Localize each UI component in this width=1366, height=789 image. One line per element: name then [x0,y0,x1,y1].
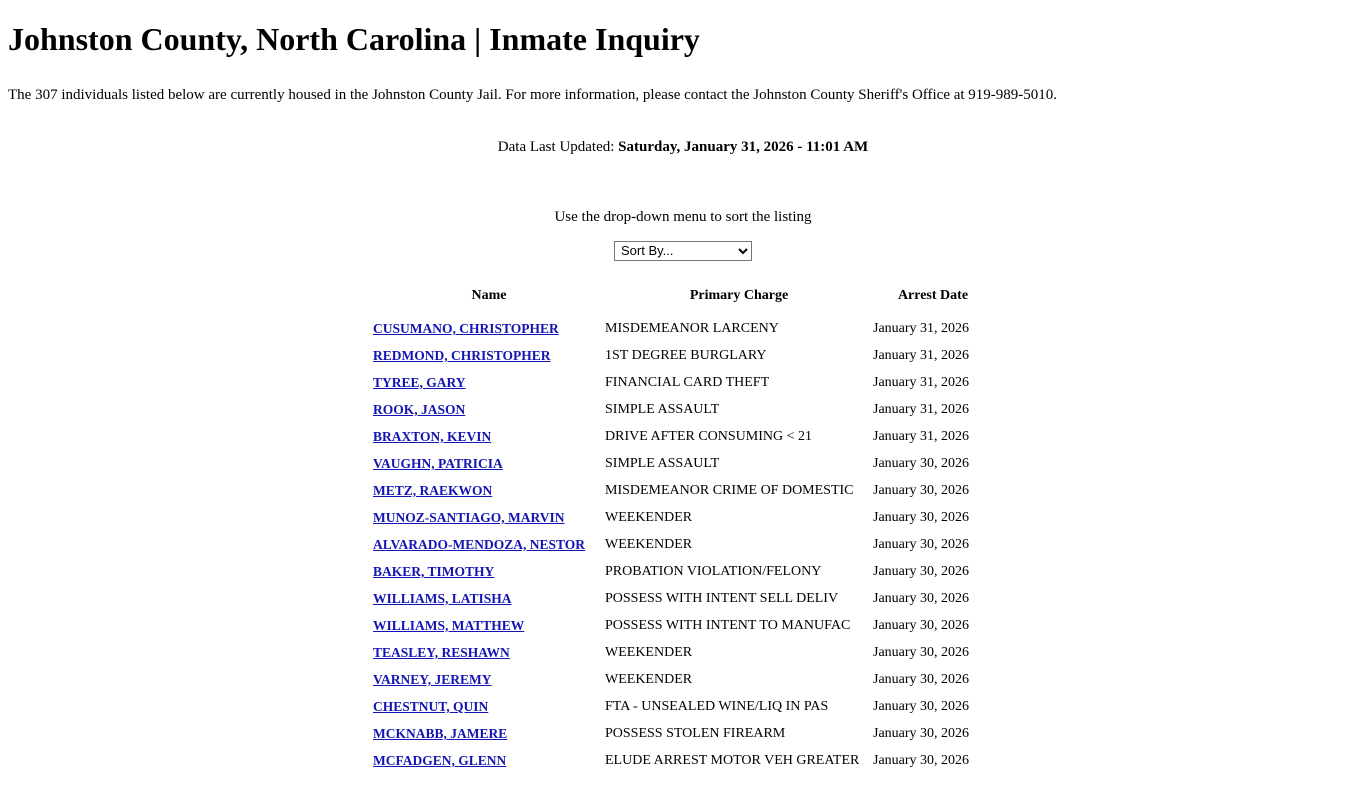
page-title: Johnston County, North Carolina | Inmate Inquiry [8,21,700,57]
table-row [373,505,993,532]
cell-arrest-date: January 30, 2026 [873,645,970,661]
table-row [373,721,993,748]
table-row [373,532,993,559]
last-updated-line [8,138,1358,156]
inmate-detail-link[interactable]: WILLIAMS, LATISHA [373,590,512,606]
table-body [373,316,993,775]
column-header-primary-charge: Primary Charge [689,287,789,303]
inmate-detail-link[interactable]: ROOK, JASON [373,401,466,417]
table-row [373,478,993,505]
cell-name [373,397,605,424]
table-row [373,451,993,478]
table-row [373,667,993,694]
cell-primary-charge: WEEKENDER [605,510,693,526]
cell-primary-charge: POSSESS WITH INTENT TO MANUFAC [605,618,851,634]
cell-name [373,667,605,694]
cell-name [373,586,605,613]
inmate-detail-link[interactable]: BRAXTON, KEVIN [373,428,492,444]
table-row [373,397,993,424]
cell-arrest-date: January 30, 2026 [873,753,970,769]
inmate-detail-link[interactable]: MCFADGEN, GLENN [373,752,507,768]
cell-primary-charge: WEEKENDER [605,672,693,688]
cell-name [373,748,605,775]
sort-by-select[interactable] [614,241,752,261]
cell-arrest-date: January 30, 2026 [873,537,970,553]
cell-name [373,316,605,343]
column-header-name: Name [471,287,507,303]
cell-arrest-date: January 30, 2026 [873,618,970,634]
table-row [373,559,993,586]
cell-arrest-date: January 30, 2026 [873,510,970,526]
cell-primary-charge: SIMPLE ASSAULT [605,402,720,418]
table-row [373,694,993,721]
inmate-detail-link[interactable]: WILLIAMS, MATTHEW [373,617,525,633]
cell-name [373,721,605,748]
cell-name [373,505,605,532]
cell-arrest-date: January 31, 2026 [873,321,970,337]
cell-name [373,640,605,667]
cell-primary-charge: FINANCIAL CARD THEFT [605,375,770,391]
table-row [373,586,993,613]
cell-primary-charge: FTA - UNSEALED WINE/LIQ IN PAS [605,699,829,715]
page-container [0,21,1366,775]
table-row [373,748,993,775]
sort-control-wrapper [8,241,1358,261]
cell-arrest-date: January 30, 2026 [873,699,970,715]
cell-name [373,532,605,559]
cell-arrest-date: January 30, 2026 [873,591,970,607]
cell-primary-charge: POSSESS STOLEN FIREARM [605,726,786,742]
inmate-detail-link[interactable]: VAUGHN, PATRICIA [373,455,503,471]
cell-name [373,343,605,370]
cell-name [373,370,605,397]
last-updated-label: Data Last Updated: [497,138,615,155]
inmate-detail-link[interactable]: MCKNABB, JAMERE [373,725,508,741]
intro-paragraph: The 307 individuals listed below are currently housed in the Johnston County Jail. For more information, please contact the Johnston County Sheriff's Office at 919-989-5010. [8,86,1058,103]
inmate-detail-link[interactable]: MUNOZ-SANTIAGO, MARVIN [373,509,565,525]
cell-primary-charge: PROBATION VIOLATION/FELONY [605,564,822,580]
inmate-detail-link[interactable]: CHESTNUT, QUIN [373,698,489,714]
table-row [373,343,993,370]
cell-primary-charge: POSSESS WITH INTENT SELL DELIV [605,591,839,607]
inmate-detail-link[interactable]: TYREE, GARY [373,374,466,390]
table-row [373,316,993,343]
cell-primary-charge: 1ST DEGREE BURGLARY [605,348,767,364]
inmate-detail-link[interactable]: METZ, RAEKWON [373,482,493,498]
cell-primary-charge: WEEKENDER [605,537,693,553]
inmate-detail-link[interactable]: VARNEY, JEREMY [373,671,492,687]
inmate-listing-table [373,288,993,775]
cell-primary-charge: MISDEMEANOR LARCENY [605,321,779,337]
cell-primary-charge: MISDEMEANOR CRIME OF DOMESTIC [605,483,854,499]
cell-primary-charge: SIMPLE ASSAULT [605,456,720,472]
table-row [373,640,993,667]
inmate-detail-link[interactable]: CUSUMANO, CHRISTOPHER [373,320,559,336]
table-row [373,370,993,397]
sort-instructions: Use the drop-down menu to sort the listing [554,208,812,225]
cell-arrest-date: January 30, 2026 [873,564,970,580]
cell-primary-charge: DRIVE AFTER CONSUMING < 21 [605,429,813,445]
cell-arrest-date: January 30, 2026 [873,456,970,472]
inmate-detail-link[interactable]: BAKER, TIMOTHY [373,563,495,579]
table-row [373,424,993,451]
cell-name [373,694,605,721]
cell-arrest-date: January 30, 2026 [873,726,970,742]
cell-arrest-date: January 31, 2026 [873,429,970,445]
inmate-detail-link[interactable]: TEASLEY, RESHAWN [373,644,510,660]
cell-name [373,559,605,586]
cell-arrest-date: January 30, 2026 [873,483,970,499]
cell-arrest-date: January 30, 2026 [873,672,970,688]
cell-name [373,424,605,451]
last-updated-value: Saturday, January 31, 2026 - 11:01 AM [618,138,869,155]
cell-arrest-date: January 31, 2026 [873,402,970,418]
cell-name [373,451,605,478]
column-header-arrest-date: Arrest Date [897,287,969,303]
inmate-detail-link[interactable]: REDMOND, CHRISTOPHER [373,347,551,363]
cell-arrest-date: January 31, 2026 [873,375,970,391]
cell-primary-charge: WEEKENDER [605,645,693,661]
cell-arrest-date: January 31, 2026 [873,348,970,364]
table-row [373,613,993,640]
cell-primary-charge: ELUDE ARREST MOTOR VEH GREATER [605,753,860,769]
cell-name [373,478,605,505]
table-header-row [373,288,993,316]
inmate-detail-link[interactable]: ALVARADO-MENDOZA, NESTOR [373,536,586,552]
table-header [373,288,993,316]
cell-name [373,613,605,640]
